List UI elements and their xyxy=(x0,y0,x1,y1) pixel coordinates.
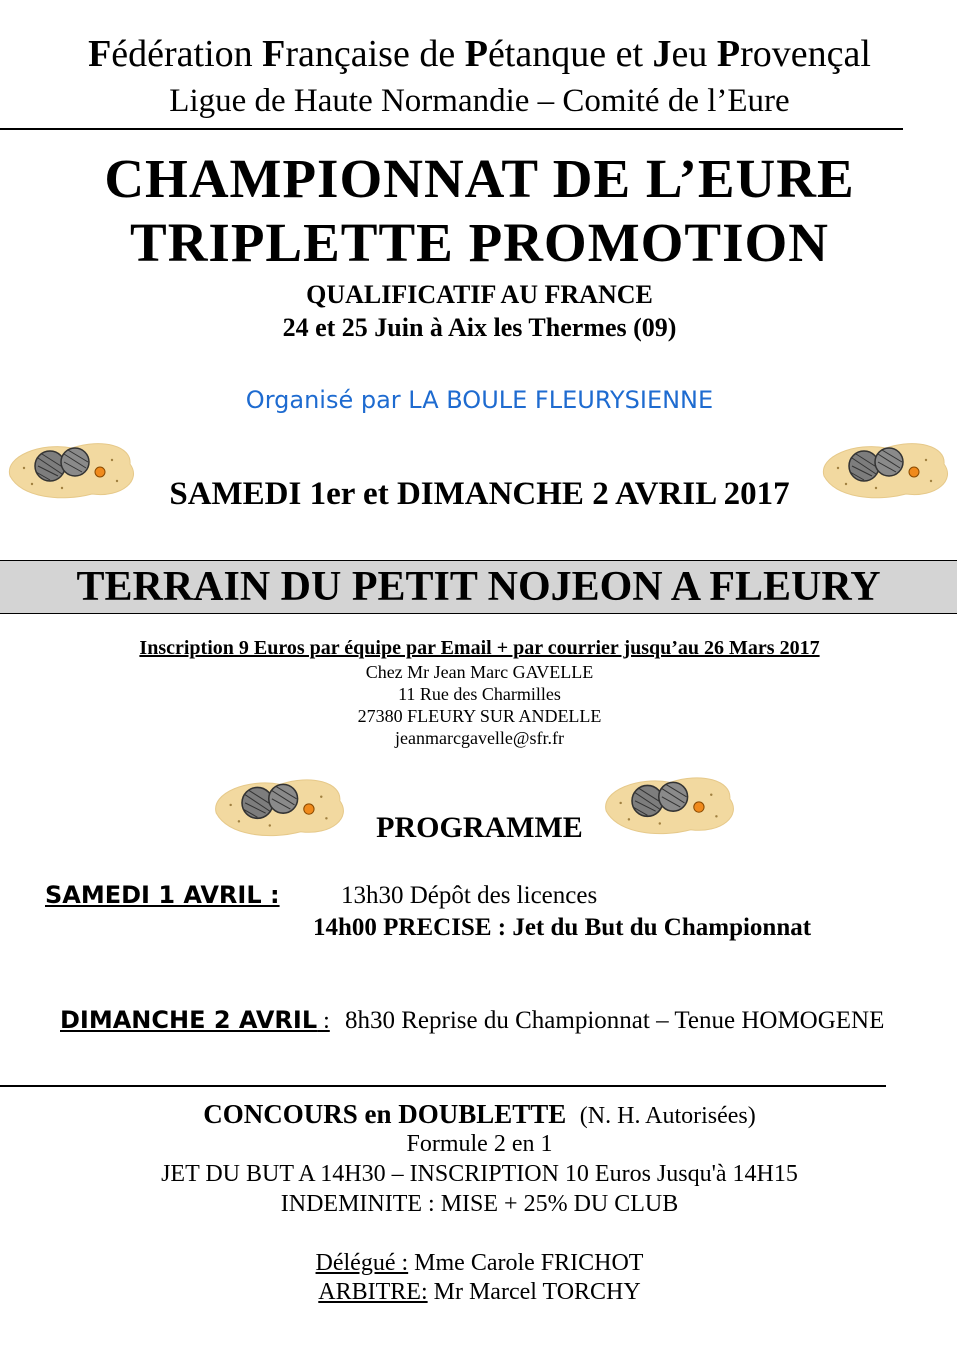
concours-title xyxy=(0,1098,959,1132)
concours-indemnite: INDEMINITE : MISE + 25% DU CLUB xyxy=(280,1191,679,1217)
federation-title xyxy=(0,32,959,76)
saturday-line-2: 14h00 PRECISE : Jet du But du Championnat xyxy=(313,914,812,941)
concours-note: (N. H. Autorisées) xyxy=(579,1103,756,1129)
inscription-text: Inscription 9 Euros par équipe par Email + par courrier jusqu’au 26 Mars 2017 xyxy=(139,637,820,659)
header-divider xyxy=(0,128,903,130)
arbitre-label: ARBITRE: xyxy=(318,1279,428,1305)
arbitre-name: Mr Marcel TORCHY xyxy=(427,1279,641,1305)
sunday-text: 8h30 Reprise du Championnat – Tenue HOMOGENE xyxy=(345,1007,885,1034)
federation-part: Jeu xyxy=(652,33,717,75)
event-dates: SAMEDI 1er et DIMANCHE 2 AVRIL 2017 xyxy=(169,476,790,512)
address-line: 11 Rue des Charmilles xyxy=(398,684,561,704)
delegue-name: Mme Carole FRICHOT xyxy=(408,1250,644,1276)
federation-part: Pétanque et xyxy=(464,33,653,75)
address-line: 27380 FLEURY SUR ANDELLE xyxy=(357,706,602,726)
championship-category: TRIPLETTE PROMOTION xyxy=(130,212,829,273)
address-line: Chez Mr Jean Marc GAVELLE xyxy=(365,662,594,682)
federation-part: Fédération xyxy=(88,33,263,75)
concours-name: CONCOURS en DOUBLETTE xyxy=(203,1099,567,1129)
arbitre-line xyxy=(0,1277,959,1307)
championship-title: CHAMPIONNAT DE L’EURE xyxy=(104,148,855,209)
sunday-label-colon: : xyxy=(317,1008,330,1034)
section-divider xyxy=(0,1085,886,1087)
concours-formule: Formule 2 en 1 xyxy=(406,1131,553,1157)
qualifier-note: QUALIFICATIF AU FRANCE xyxy=(306,280,653,309)
inscription-headline xyxy=(0,636,959,660)
ligue-subtitle: Ligue de Haute Normandie – Comité de l’Eure xyxy=(169,83,790,119)
organiser-line: Organisé par LA BOULE FLEURYSIENNE xyxy=(245,386,714,414)
sunday-label xyxy=(60,1005,330,1036)
sunday-label-text: DIMANCHE 2 AVRIL xyxy=(60,1006,318,1034)
programme-heading: PROGRAMME xyxy=(376,811,583,844)
venue-banner: TERRAIN DU PETIT NOJEON A FLEURY xyxy=(0,560,957,614)
saturday-line-1: 13h30 Dépôt des licences xyxy=(341,882,598,909)
federation-part: Française de xyxy=(262,33,465,75)
saturday-label: SAMEDI 1 AVRIL : xyxy=(45,881,280,909)
federation-part: Provençal xyxy=(716,33,871,75)
delegue-line xyxy=(0,1248,959,1278)
contact-email: jeanmarcgavelle@sfr.fr xyxy=(395,728,564,748)
delegue-label: Délégué : xyxy=(315,1250,409,1276)
concours-jet: JET DU BUT A 14H30 – INSCRIPTION 10 Euros Jusqu'à 14H15 xyxy=(161,1161,798,1187)
france-dates: 24 et 25 Juin à Aix les Thermes (09) xyxy=(282,313,677,342)
